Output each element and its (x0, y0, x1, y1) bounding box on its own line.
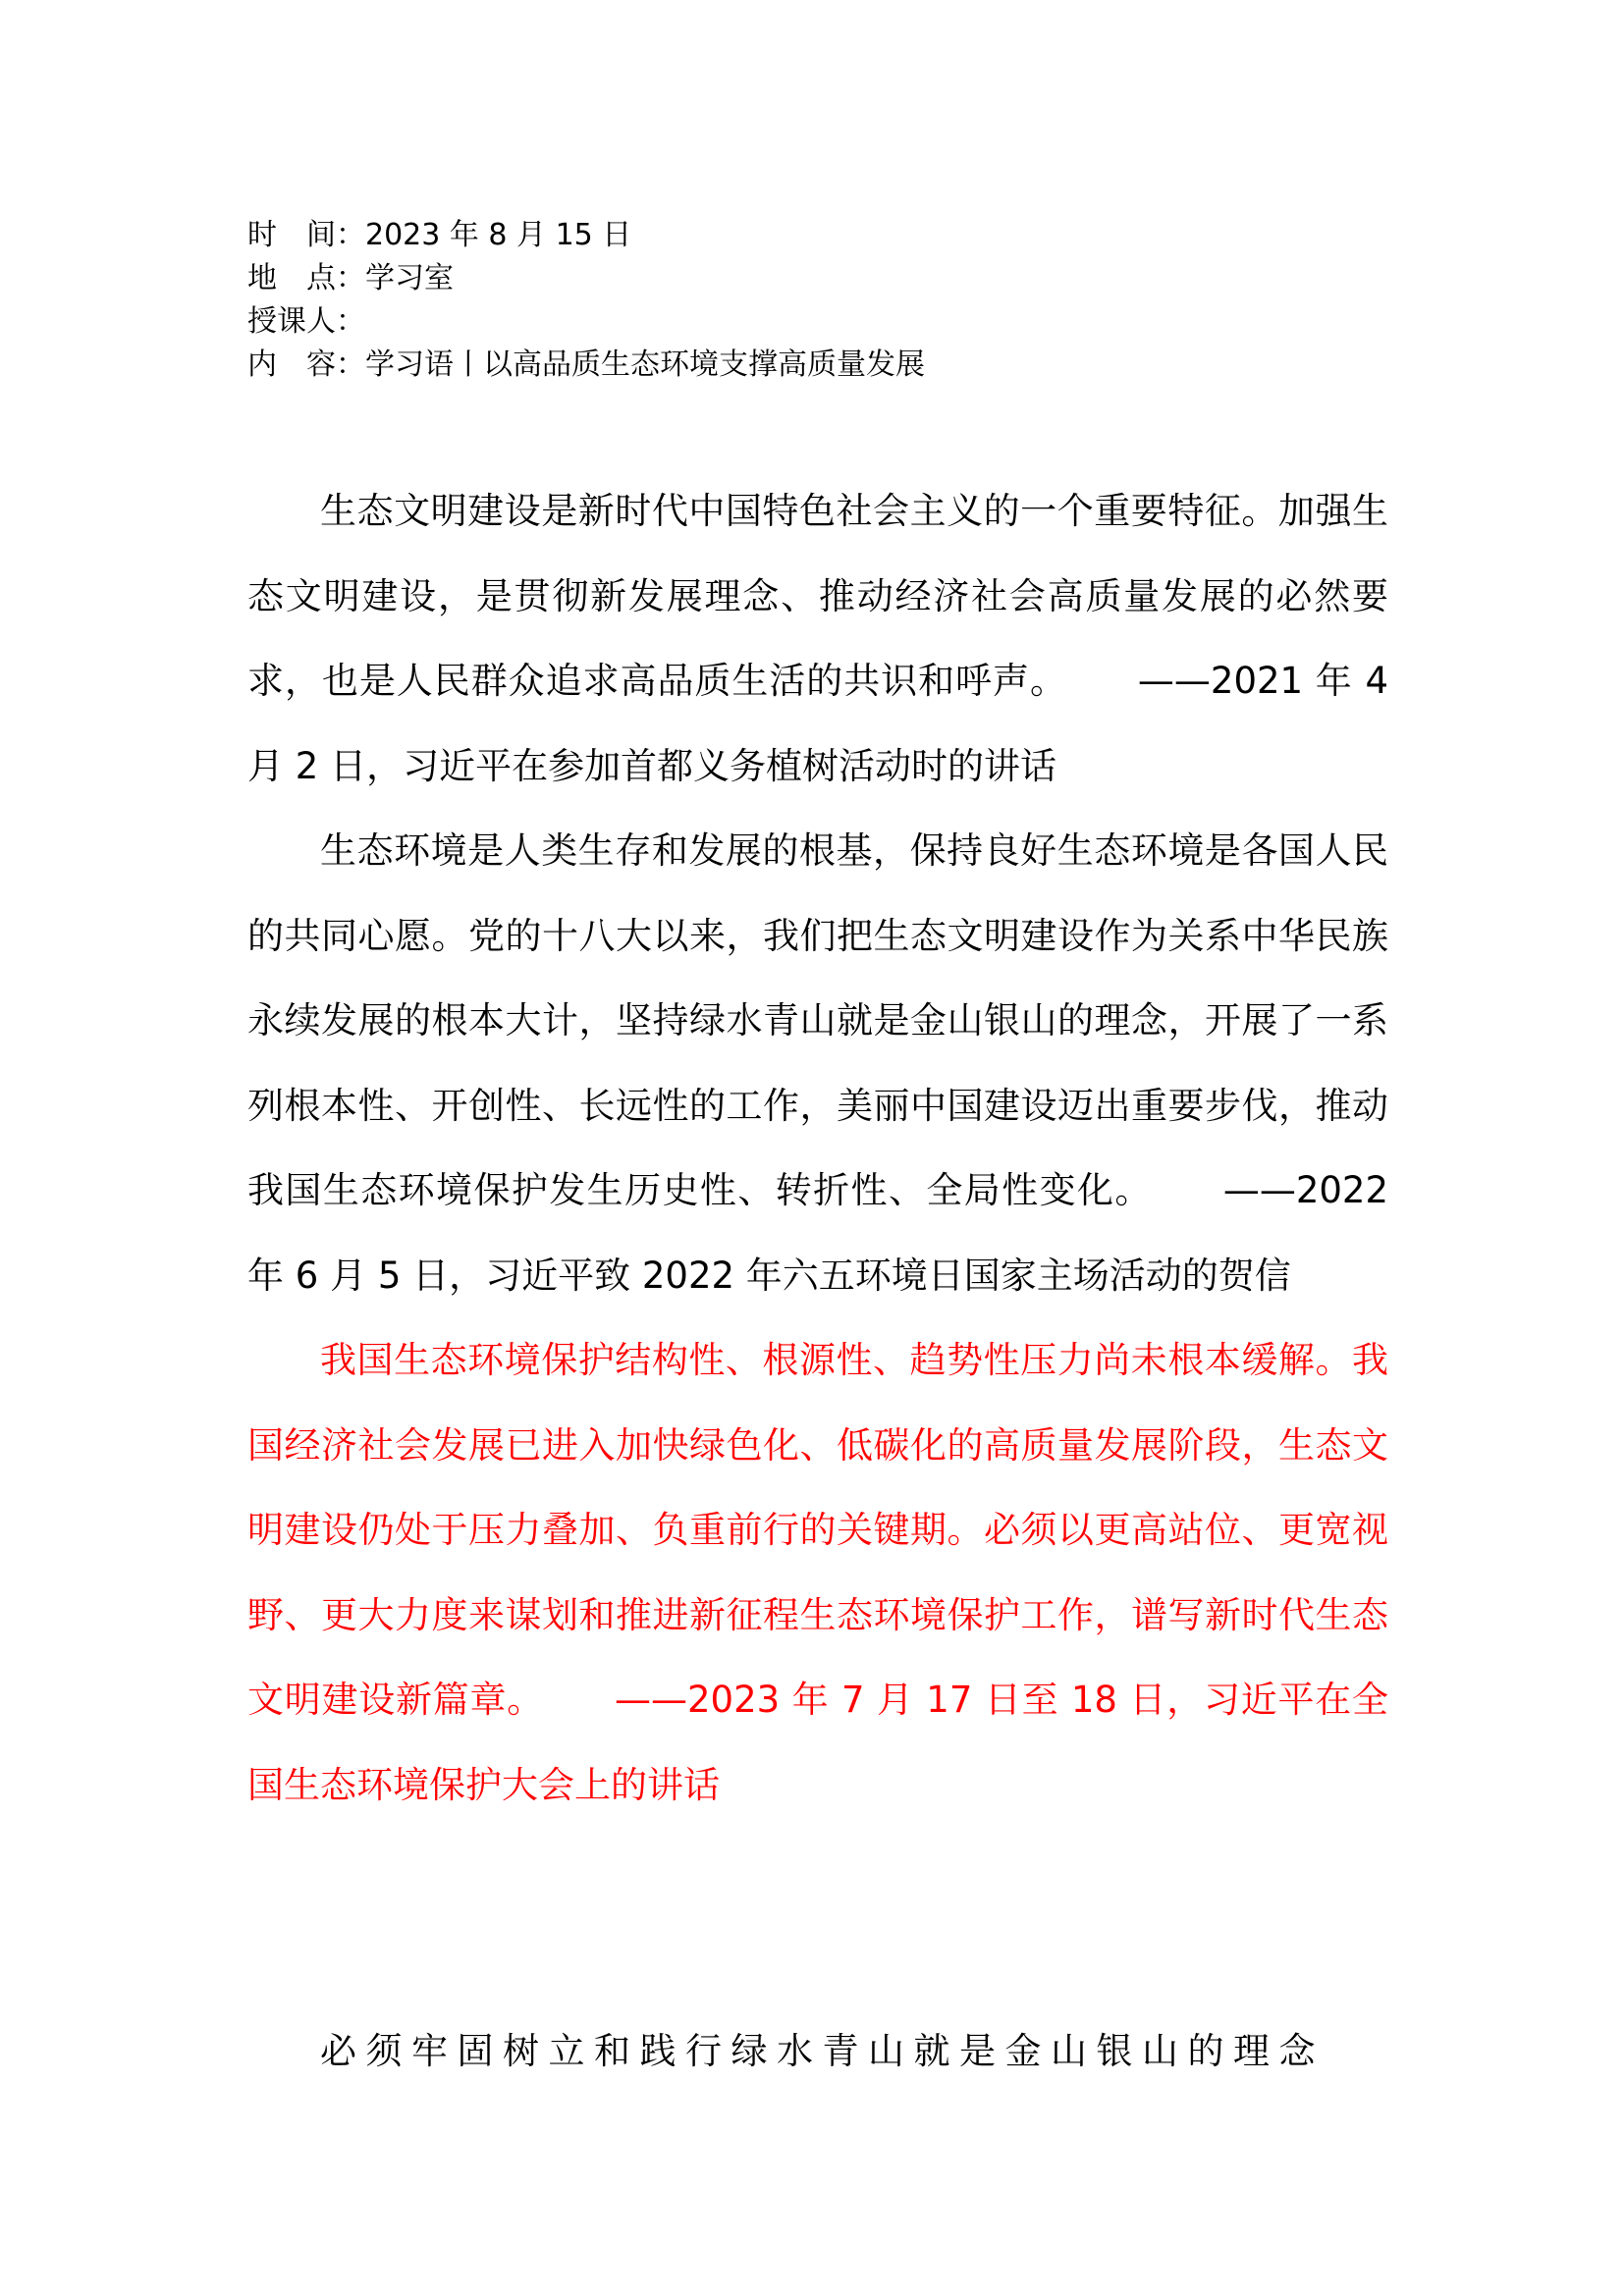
quotation-body (247, 469, 1388, 1828)
time-label: 时 间： (247, 218, 365, 252)
quote-text-3: 我国生态环境保护结构性、根源性、趋势性压力尚未根本缓解。我国经济社会发展已进入加快绿色化、低碳化的高质量发展阶段，生态文明建设仍处于压力叠加、负重前行的关键期。必须以更高站位、更宽视野、更大力度来谋划和推进新征程生态环境保护工作，谱写新时代生态文明建设新篇章。 (247, 1339, 1388, 1721)
lesson-header (247, 214, 1426, 387)
quote-source-3: ——2023 年 7 月 17 日至 18 日，习近平在全国生态环境保护大会上的讲话 (247, 1679, 1388, 1806)
quote-source-1: ——2021 年 4 月 2 日，习近平在参加首都义务植树活动时的讲话 (247, 660, 1388, 787)
time-row (247, 214, 1426, 257)
content-row (247, 344, 1426, 387)
quote-source-2: ——2022 年 6 月 5 日，习近平致 2022 年六五环境日国家主场活动的贺信 (247, 1169, 1388, 1297)
quote-paragraph-2 (247, 809, 1388, 1318)
quote-text-1: 生态文明建设是新时代中国特色社会主义的一个重要特征。加强生态文明建设，是贯彻新发展理念、推动经济社会高质量发展的必然要求，也是人民群众追求高品质生活的共识和呼声。 (247, 490, 1388, 702)
content-label: 内 容： (247, 347, 365, 382)
place-value: 学习室 (365, 261, 454, 295)
lecturer-row (247, 300, 1426, 344)
quote-paragraph-1 (247, 469, 1388, 809)
lecturer-label: 授课人： (247, 304, 365, 339)
quote-text-2: 生态环境是人类生存和发展的根基，保持良好生态环境是各国人民的共同心愿。党的十八大以来，我们把生态文明建设作为关系中华民族永续发展的根本大计，坚持绿水青山就是金山银山的理念，开展了一系列根本性、开创性、长远性的工作，美丽中国建设迈出重要步伐，推动我国生态环境保护发生历史性、转折性、全局性变化。 (247, 829, 1388, 1211)
place-label: 地 点： (247, 261, 365, 295)
time-value: 2023 年 8 月 15 日 (365, 218, 632, 252)
quote-paragraph-3 (247, 1318, 1388, 1828)
content-value: 学习语丨以高品质生态环境支撑高质量发展 (365, 347, 925, 382)
section-heading: 必须牢固树立和践行绿水青山就是金山银山的理念 (320, 2030, 1325, 2072)
place-row (247, 257, 1426, 300)
